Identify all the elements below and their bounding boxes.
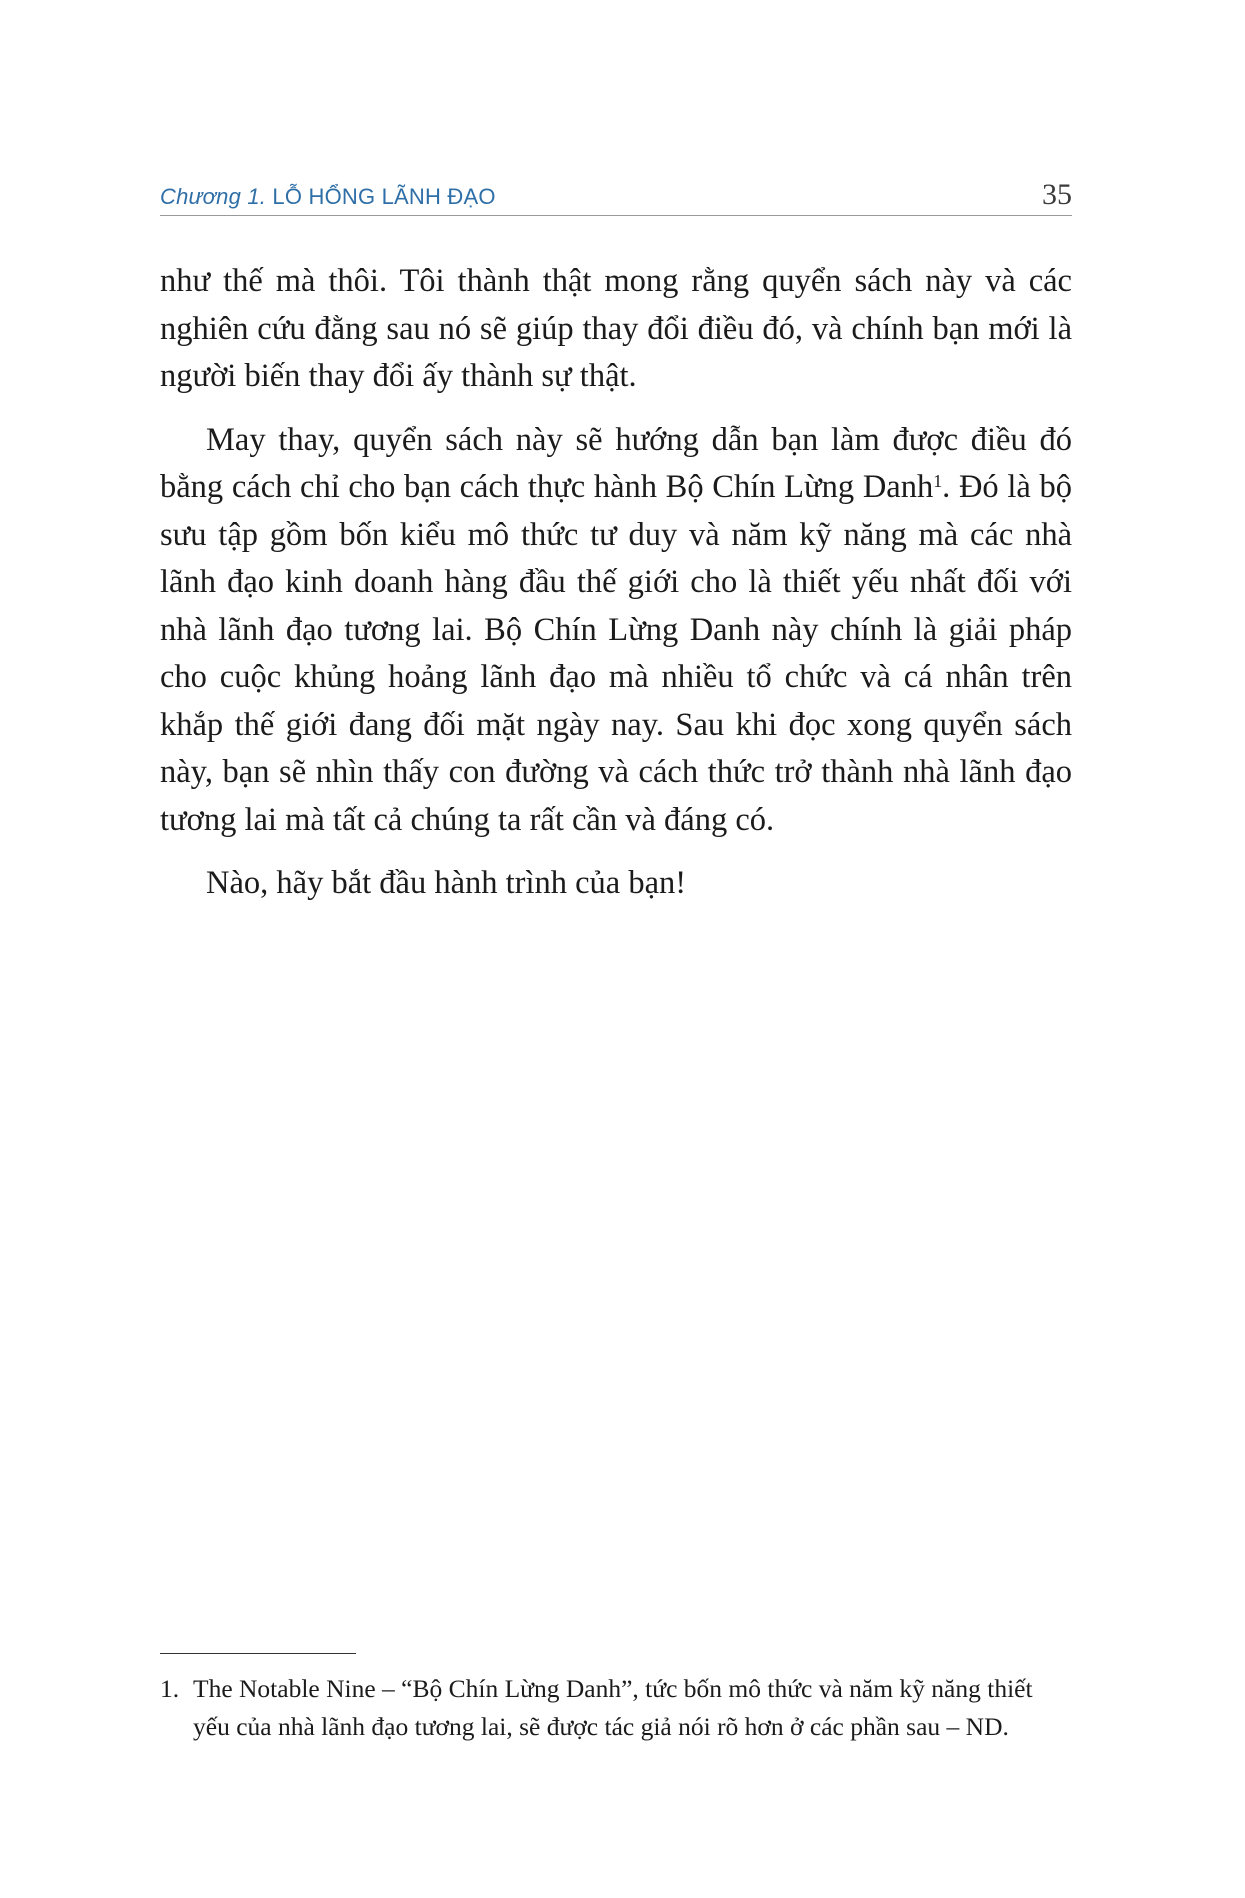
chapter-label: Chương 1.	[160, 184, 267, 209]
chapter-name: LỖ HỔNG LÃNH ĐẠO	[272, 184, 496, 209]
paragraph-3: Nào, hãy bắt đầu hành trình của bạn!	[206, 865, 687, 901]
paragraph-2-part-2: . Đó là bộ sưu tập gồm bốn kiểu mô thức tư duy và năm kỹ năng mà các nhà lãnh đạo kinh doanh hàng đầu thế giới cho là thiết yếu nhất đối với nhà lãnh đạo tương lai. Bộ Chín Lừng Danh này chính là giải pháp cho cuộc khủng hoảng lãnh đạo mà nhiều tổ chức và cá nhân trên khắp thế giới đang đối mặt ngày nay. Sau khi đọc xong quyển sách này, bạn sẽ nhìn thấy con đường và cách thức trở thành nhà lãnh đạo tương lai mà tất cả chúng ta rất cần và đáng có.	[160, 469, 1072, 838]
paragraph-2	[160, 417, 1072, 845]
footnote	[160, 1670, 1072, 1746]
paragraph-1: như thế mà thôi. Tôi thành thật mong rằng quyển sách này và các nghiên cứu đằng sau nó sẽ giúp thay đổi điều đó, và chính bạn mới là người biến thay đổi ấy thành sự thật.	[160, 263, 1072, 394]
footnote-text: The Notable Nine – “Bộ Chín Lừng Danh”, tức bốn mô thức và năm kỹ năng thiết yếu của nhà lãnh đạo tương lai, sẽ được tác giả nói rõ hơn ở các phần sau – ND.	[193, 1674, 1033, 1741]
footnote-marker: 1.	[160, 1674, 180, 1703]
page-number: 35	[1042, 178, 1072, 211]
paragraph-2-part-1: May thay, quyển sách này sẽ hướng dẫn bạn làm được điều đó bằng cách chỉ cho bạn cách thực hành Bộ Chín Lừng Danh	[160, 421, 1072, 505]
body-text	[160, 258, 1072, 924]
chapter-title	[160, 184, 496, 210]
running-head	[160, 176, 1072, 216]
footnote-reference[interactable]: 1	[933, 471, 943, 492]
footnote-divider	[160, 1653, 356, 1654]
header-divider	[160, 215, 1072, 216]
